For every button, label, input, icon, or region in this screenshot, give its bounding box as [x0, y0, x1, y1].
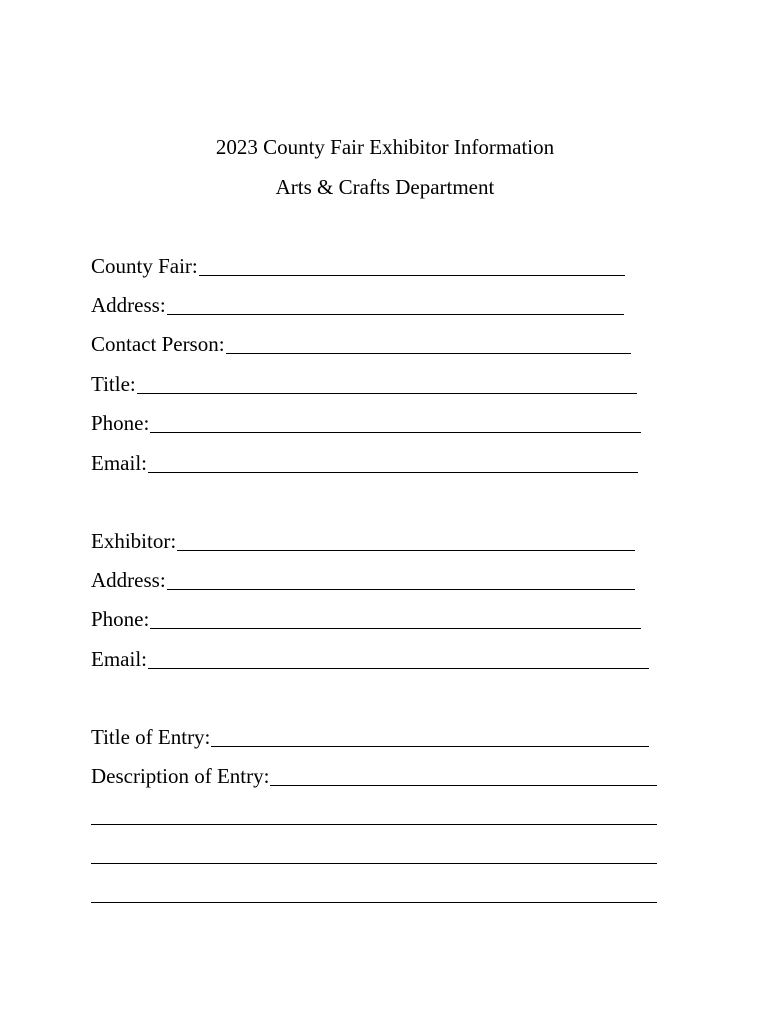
exhibitor-phone-input-line[interactable]: [150, 608, 641, 629]
contact-title-label: Title:: [91, 372, 136, 396]
exhibitor-phone-field[interactable]: [91, 605, 641, 631]
fair-phone-input-line[interactable]: [150, 412, 641, 433]
contact-title-field[interactable]: [91, 370, 637, 396]
exhibitor-email-input-line[interactable]: [148, 648, 649, 669]
title-of-entry-input-line[interactable]: [211, 726, 649, 747]
exhibitor-label: Exhibitor:: [91, 529, 177, 553]
fair-address-input-line[interactable]: [167, 294, 624, 315]
exhibitor-email-label: Email:: [91, 647, 147, 671]
county-fair-field[interactable]: [91, 252, 625, 278]
form-title: 2023 County Fair Exhibitor Information: [215, 135, 555, 159]
county-fair-label: County Fair:: [91, 254, 198, 278]
fair-email-field[interactable]: [91, 449, 638, 475]
county-fair-input-line[interactable]: [199, 255, 625, 276]
fair-phone-field[interactable]: [91, 409, 641, 435]
contact-person-field[interactable]: [91, 330, 631, 356]
exhibitor-input-line[interactable]: [177, 530, 635, 551]
contact-person-input-line[interactable]: [226, 333, 631, 354]
fair-phone-label: Phone:: [91, 411, 150, 435]
exhibitor-address-label: Address:: [91, 568, 166, 592]
title-of-entry-field[interactable]: [91, 723, 649, 749]
exhibitor-phone-label: Phone:: [91, 607, 150, 631]
description-of-entry-field[interactable]: [91, 762, 657, 788]
description-continuation-line[interactable]: [91, 902, 657, 903]
exhibitor-email-field[interactable]: [91, 645, 649, 671]
description-of-entry-label: Description of Entry:: [91, 764, 270, 788]
fair-address-field[interactable]: [91, 291, 624, 317]
fair-email-input-line[interactable]: [148, 452, 638, 473]
fair-email-label: Email:: [91, 451, 147, 475]
contact-title-input-line[interactable]: [137, 373, 637, 394]
department-subtitle: Arts & Crafts Department: [275, 175, 495, 199]
description-continuation-line[interactable]: [91, 824, 657, 825]
exhibitor-address-input-line[interactable]: [167, 569, 635, 590]
exhibitor-address-field[interactable]: [91, 566, 635, 592]
title-of-entry-label: Title of Entry:: [91, 725, 211, 749]
exhibitor-field[interactable]: [91, 527, 635, 553]
fair-address-label: Address:: [91, 293, 166, 317]
description-continuation-line[interactable]: [91, 863, 657, 864]
contact-person-label: Contact Person:: [91, 332, 225, 356]
description-of-entry-input-line[interactable]: [270, 765, 657, 786]
